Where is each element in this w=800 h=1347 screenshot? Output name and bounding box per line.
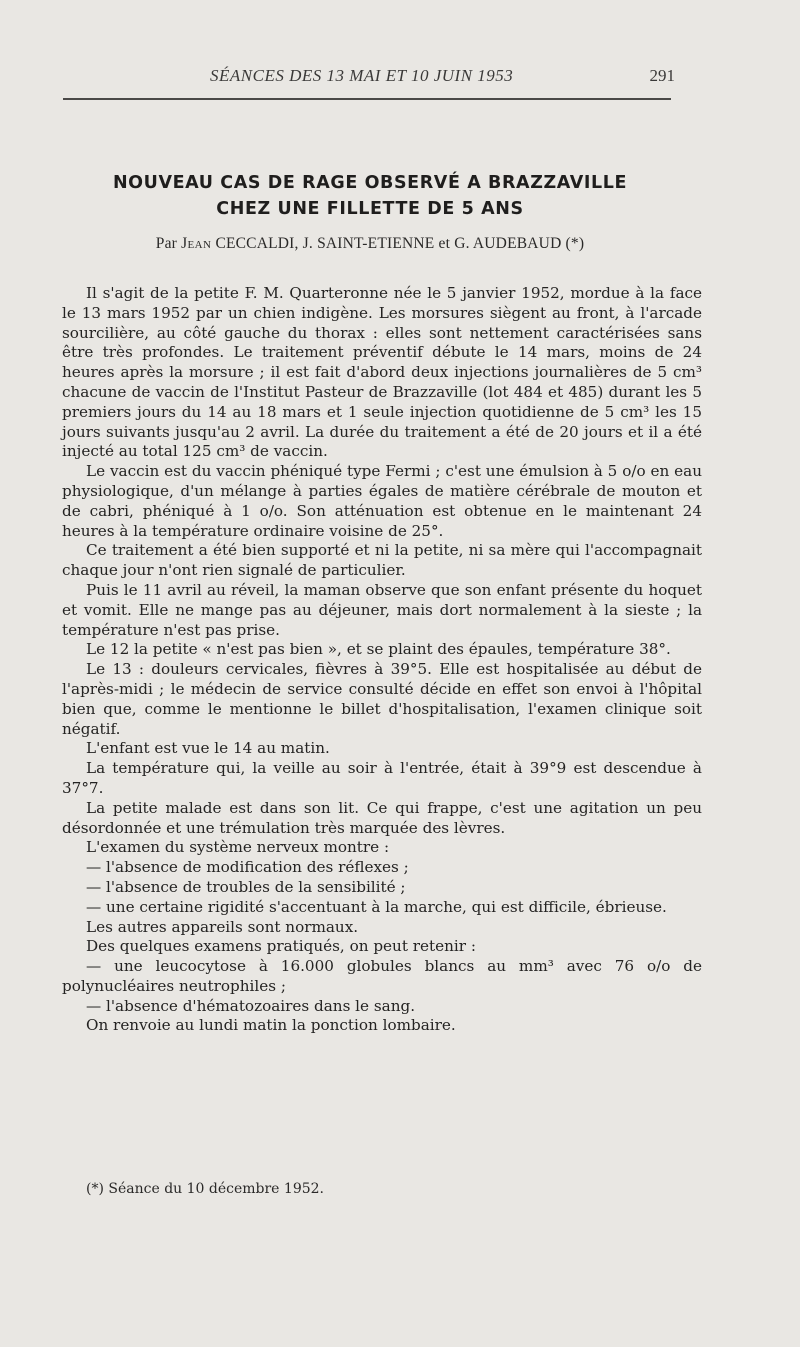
paragraph: Le 12 la petite « n'est pas bien », et se plaint des épaules, température 38°. <box>86 640 671 659</box>
paragraph: L'enfant est vue le 14 au matin. <box>86 739 330 758</box>
list-item: — l'absence de modification des réflexes ; <box>86 858 409 877</box>
article-body <box>62 284 702 1036</box>
article-title-line-1: NOUVEAU CAS DE RAGE OBSERVÉ A BRAZZAVILLE <box>112 173 628 193</box>
paragraph: Puis le 11 avril au réveil, la maman observe que son enfant présente du hoquet et vomit. Elle ne mange pas au déjeuner, mais dort normalement à la sieste ; la température n'est pas prise. <box>62 580 702 639</box>
byline-first-author-given: Jean <box>181 235 212 252</box>
list-item: — une certaine rigidité s'accentuant à la marche, qui est difficile, ébrieuse. <box>86 897 667 916</box>
paragraph: Les autres appareils sont normaux. <box>86 917 359 936</box>
paragraph: L'examen du système nerveux montre : <box>86 838 390 857</box>
running-title: SÉANCES DES 13 MAI ET 10 JUIN 1953 <box>210 66 514 85</box>
list-item: — une leucocytose à 16.000 globules blancs au mm³ avec 76 o/o de polynucléaires neutrophiles ; <box>62 957 702 995</box>
article-title-line-2: CHEZ UNE FILLETTE DE 5 ANS <box>216 199 524 219</box>
paragraph: On renvoie au lundi matin la ponction lombaire. <box>86 1016 456 1035</box>
author-byline <box>60 235 680 253</box>
header-rule <box>63 98 671 100</box>
paragraph: Ce traitement a été bien supporté et ni la petite, ni sa mère qui l'accompagnait chaque jour n'ont rien signalé de particulier. <box>62 541 702 580</box>
list-item: — l'absence d'hématozoaires dans le sang. <box>86 996 416 1015</box>
byline-prefix: Par <box>155 235 178 252</box>
paragraph: Le vaccin est du vaccin phéniqué type Fermi ; c'est une émulsion à 5 o/o en eau physiologique, d'un mélange à parties égales de matière cérébrale de mouton et de cabri, phéniqué à 1 o/o. Son atténuation est obtenue en le maintenant 24 heures à la température ordinaire voisine de 25°. <box>62 462 702 540</box>
paragraph: Il s'agit de la petite F. M. Quarteronne née le 5 janvier 1952, mordue à la face le 13 mars 1952 par un chien indigène. Les morsures siègent au front, à l'arcade sourcilière, au côté gauche du thorax : elles sont nettement caractérisées sans être très profondes. Le traitement préventif débute le 14 mars, moins de 24 heures après la morsure ; il est fait d'abord deux injections journalières de 5 cm³ chacune de vaccin de l'Institut Pasteur de Brazzaville (lot 484 et 485) durant les 5 premiers jours du 14 au 18 mars et 1 seule injection quotidienne de 5 cm³ les 15 jours suivants jusqu'au 2 avril. La durée du traitement a été de 20 jours et il a été injecté au total 125 cm³ de vaccin. <box>62 284 702 461</box>
paragraph: Le 13 : douleurs cervicales, fièvres à 39°5. Elle est hospitalisée au début de l'après-midi ; le médecin de service consulté décide en effet son envoi à l'hôpital bien que, comme le mentionne le billet d'hospitalisation, l'examen clinique soit négatif. <box>62 660 702 738</box>
running-header <box>60 66 675 94</box>
byline-authors: CECCALDI, J. SAINT-ETIENNE et G. AUDEBAUD (*) <box>215 235 585 252</box>
page-number: 291 <box>649 66 675 85</box>
footnote: (*) Séance du 10 décembre 1952. <box>86 1181 324 1197</box>
paragraph: La petite malade est dans son lit. Ce qui frappe, c'est une agitation un peu désordonnée et une trémulation très marquée des lèvres. <box>62 798 702 837</box>
paragraph: Des quelques examens pratiqués, on peut retenir : <box>86 937 476 956</box>
article-title <box>60 170 680 222</box>
list-item: — l'absence de troubles de la sensibilité ; <box>86 877 406 896</box>
paragraph: La température qui, la veille au soir à l'entrée, était à 39°9 est descendue à 37°7. <box>62 759 702 797</box>
